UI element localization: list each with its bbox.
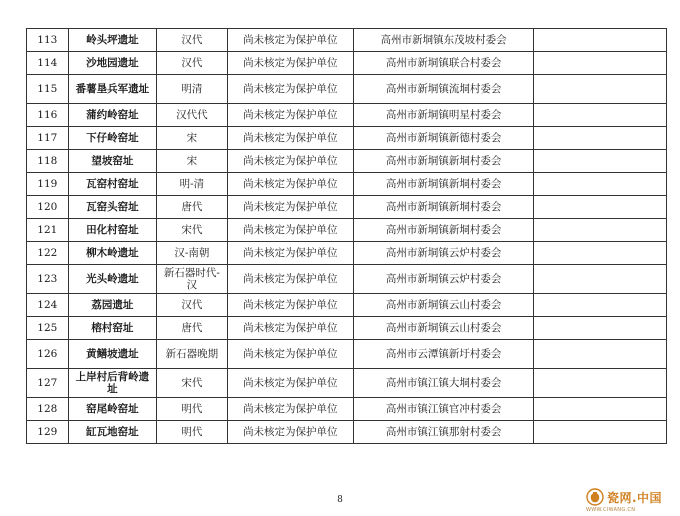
remarks-cell (534, 294, 667, 317)
remarks-cell (534, 29, 667, 52)
site-name-cell: 番薯垦兵军遗址 (68, 75, 156, 104)
era-cell: 明-清 (157, 173, 228, 196)
protection-status-cell: 尚未核定为保护单位 (227, 127, 353, 150)
site-name-cell: 田化村窑址 (68, 219, 156, 242)
location-cell: 高州市新垌镇云炉村委会 (353, 265, 534, 294)
protection-status-cell: 尚未核定为保护单位 (227, 104, 353, 127)
era-cell: 汉代 (157, 294, 228, 317)
protection-status-cell: 尚未核定为保护单位 (227, 265, 353, 294)
remarks-cell (534, 398, 667, 421)
remarks-cell (534, 219, 667, 242)
table-body (27, 29, 667, 444)
era-cell: 宋代 (157, 219, 228, 242)
location-cell: 高州市新垌镇明星村委会 (353, 104, 534, 127)
protection-status-cell: 尚未核定为保护单位 (227, 242, 353, 265)
row-number-cell: 119 (27, 173, 69, 196)
era-cell: 宋 (157, 127, 228, 150)
protection-status-cell: 尚未核定为保护单位 (227, 196, 353, 219)
site-name-cell: 光头岭遗址 (68, 265, 156, 294)
protection-status-cell: 尚未核定为保护单位 (227, 173, 353, 196)
location-cell: 高州市镇江镇官冲村委会 (353, 398, 534, 421)
remarks-cell (534, 127, 667, 150)
location-cell: 高州市新垌镇云山村委会 (353, 317, 534, 340)
table-row (27, 75, 667, 104)
table-row (27, 150, 667, 173)
era-cell: 明代 (157, 421, 228, 444)
site-name-cell: 窑尾岭窑址 (68, 398, 156, 421)
era-cell: 汉-南朝 (157, 242, 228, 265)
location-cell: 高州市新垌镇新垌村委会 (353, 196, 534, 219)
remarks-cell (534, 317, 667, 340)
site-name-cell: 瓦窑头窑址 (68, 196, 156, 219)
era-cell: 汉代代 (157, 104, 228, 127)
watermark-subtext: WWW.CIWANG.CN (586, 507, 636, 513)
era-cell: 明代 (157, 398, 228, 421)
table-row (27, 340, 667, 369)
location-cell: 高州市云潭镇新圩村委会 (353, 340, 534, 369)
row-number-cell: 113 (27, 29, 69, 52)
remarks-cell (534, 242, 667, 265)
remarks-cell (534, 52, 667, 75)
location-cell: 高州市新垌镇云山村委会 (353, 294, 534, 317)
location-cell: 高州市新垌镇新德村委会 (353, 127, 534, 150)
site-name-cell: 岭头坪遗址 (68, 29, 156, 52)
era-cell: 宋代 (157, 369, 228, 398)
era-cell: 新石器时代-汉 (157, 265, 228, 294)
table-row (27, 421, 667, 444)
table-row (27, 29, 667, 52)
site-name-cell: 柳木岭遗址 (68, 242, 156, 265)
row-number-cell: 114 (27, 52, 69, 75)
row-number-cell: 128 (27, 398, 69, 421)
table-row (27, 173, 667, 196)
era-cell: 唐代 (157, 196, 228, 219)
site-name-cell: 沙地园遗址 (68, 52, 156, 75)
era-cell: 宋 (157, 150, 228, 173)
era-cell: 汉代 (157, 29, 228, 52)
protection-status-cell: 尚未核定为保护单位 (227, 150, 353, 173)
table-row (27, 317, 667, 340)
table-row (27, 294, 667, 317)
location-cell: 高州市镇江镇那射村委会 (353, 421, 534, 444)
row-number-cell: 120 (27, 196, 69, 219)
location-cell: 高州市新垌镇新垌村委会 (353, 150, 534, 173)
row-number-cell: 115 (27, 75, 69, 104)
table-row (27, 242, 667, 265)
era-cell: 新石器晚期 (157, 340, 228, 369)
remarks-cell (534, 369, 667, 398)
remarks-cell (534, 150, 667, 173)
row-number-cell: 121 (27, 219, 69, 242)
era-cell: 唐代 (157, 317, 228, 340)
watermark-text: 瓷网.中国 (607, 491, 663, 505)
protection-status-cell: 尚未核定为保护单位 (227, 340, 353, 369)
location-cell: 高州市新垌镇新垌村委会 (353, 219, 534, 242)
location-cell: 高州市新垌镇东茂坡村委会 (353, 29, 534, 52)
protection-status-cell: 尚未核定为保护单位 (227, 369, 353, 398)
site-watermark (586, 487, 666, 515)
era-cell: 汉代 (157, 52, 228, 75)
protection-status-cell: 尚未核定为保护单位 (227, 294, 353, 317)
location-cell: 高州市镇江镇大垌村委会 (353, 369, 534, 398)
heritage-sites-table (26, 28, 667, 444)
site-name-cell: 黄鳝坡遗址 (68, 340, 156, 369)
row-number-cell: 127 (27, 369, 69, 398)
site-name-cell: 荔园遗址 (68, 294, 156, 317)
site-name-cell: 瓦窑村窑址 (68, 173, 156, 196)
site-name-cell: 蒲约岭窑址 (68, 104, 156, 127)
row-number-cell: 122 (27, 242, 69, 265)
protection-status-cell: 尚未核定为保护单位 (227, 29, 353, 52)
row-number-cell: 118 (27, 150, 69, 173)
protection-status-cell: 尚未核定为保护单位 (227, 219, 353, 242)
site-name-cell: 上岸村后背岭遗址 (68, 369, 156, 398)
row-number-cell: 117 (27, 127, 69, 150)
table-row (27, 52, 667, 75)
protection-status-cell: 尚未核定为保护单位 (227, 421, 353, 444)
site-name-cell: 望坡窑址 (68, 150, 156, 173)
location-cell: 高州市新垌镇流垌村委会 (353, 75, 534, 104)
table-row (27, 265, 667, 294)
location-cell: 高州市新垌镇新垌村委会 (353, 173, 534, 196)
remarks-cell (534, 340, 667, 369)
table-row (27, 398, 667, 421)
site-name-cell: 下仔岭窑址 (68, 127, 156, 150)
site-name-cell: 缸瓦地窑址 (68, 421, 156, 444)
location-cell: 高州市新垌镇联合村委会 (353, 52, 534, 75)
table-row (27, 219, 667, 242)
remarks-cell (534, 104, 667, 127)
row-number-cell: 126 (27, 340, 69, 369)
vase-logo-icon (586, 488, 604, 506)
protection-status-cell: 尚未核定为保护单位 (227, 398, 353, 421)
protection-status-cell: 尚未核定为保护单位 (227, 75, 353, 104)
page-number: 8 (337, 495, 343, 505)
site-name-cell: 榕村窑址 (68, 317, 156, 340)
row-number-cell: 123 (27, 265, 69, 294)
protection-status-cell: 尚未核定为保护单位 (227, 317, 353, 340)
protection-status-cell: 尚未核定为保护单位 (227, 52, 353, 75)
row-number-cell: 116 (27, 104, 69, 127)
row-number-cell: 125 (27, 317, 69, 340)
table-row (27, 196, 667, 219)
table-row (27, 104, 667, 127)
remarks-cell (534, 75, 667, 104)
remarks-cell (534, 196, 667, 219)
row-number-cell: 129 (27, 421, 69, 444)
table-row (27, 127, 667, 150)
row-number-cell: 124 (27, 294, 69, 317)
era-cell: 明清 (157, 75, 228, 104)
remarks-cell (534, 173, 667, 196)
table-row (27, 369, 667, 398)
remarks-cell (534, 421, 667, 444)
remarks-cell (534, 265, 667, 294)
location-cell: 高州市新垌镇云炉村委会 (353, 242, 534, 265)
